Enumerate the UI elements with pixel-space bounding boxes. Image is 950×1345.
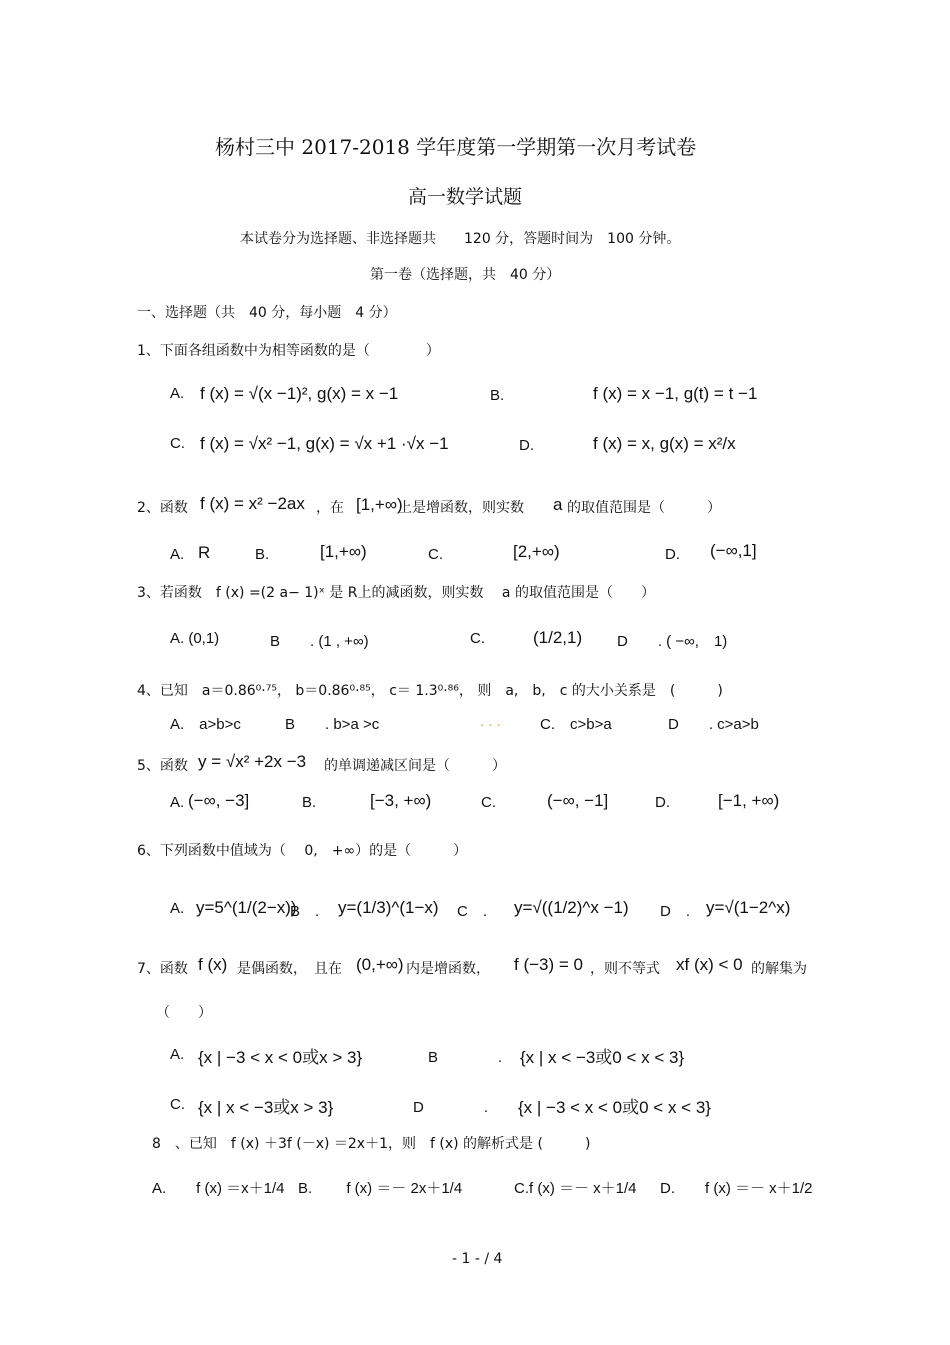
q8-option-c: C.f (x) ＝－ x＋1/4: [514, 1180, 637, 1197]
part-heading: 第一卷（选择题，共 40 分）: [370, 267, 561, 283]
q4-decorative-dots: . . .: [480, 713, 501, 730]
q6-option-c-label: C .: [457, 903, 488, 920]
q1-option-c-label: C.: [170, 435, 185, 452]
question-1-stem: 1、下面各组函数中为相等函数的是（ ）: [137, 343, 440, 359]
q5-option-a-label: A.: [170, 794, 185, 811]
q2-option-c-label: C.: [428, 546, 443, 563]
q7-option-a-label: A.: [170, 1046, 185, 1063]
question-7-interval: (0,+∞): [356, 955, 404, 974]
q4-option-b: B . b>a >c: [285, 716, 380, 733]
q8-option-d: D. f (x) ＝－ x＋1/2: [660, 1180, 813, 1197]
question-7-answer-paren: （ ）: [156, 1005, 212, 1021]
q1-option-b-label: B.: [490, 387, 505, 404]
question-5-stem-prefix: 5、函数: [137, 758, 188, 774]
q2-option-a: R: [198, 543, 211, 562]
question-7-stem-mid: 是偶函数， 且在: [237, 961, 342, 977]
question-7-function: f (x): [198, 955, 228, 974]
q4-option-d: D . c>a>b: [668, 716, 759, 733]
question-2-function: f (x) = x² −2ax: [200, 494, 305, 513]
q1-option-a: f (x) = √(x −1)², g(x) = x −1: [200, 384, 399, 403]
question-7-stem-mid2: 内是增函数，: [406, 961, 490, 977]
q2-option-b: [1,+∞): [320, 542, 367, 561]
q2-option-d-label: D.: [665, 546, 680, 563]
q1-option-d-label: D.: [519, 437, 534, 454]
q6-option-a-label: A.: [170, 900, 185, 917]
question-2-stem-end: 的取值范围是（ ）: [567, 500, 721, 516]
q7-option-c-label: C.: [170, 1096, 185, 1113]
q8-option-a: A. f (x) ＝x＋1/4: [152, 1180, 285, 1197]
page-number: - 1 - / 4: [452, 1251, 503, 1267]
q3-option-d: D . ( −∞, 1): [617, 633, 728, 650]
q5-option-d: [−1, +∞): [718, 791, 780, 810]
q5-option-b-label: B.: [302, 794, 317, 811]
q6-option-c: y=√((1/2)^x −1): [514, 898, 629, 917]
q1-option-d: f (x) = x, g(x) = x²/x: [593, 434, 736, 453]
question-2-stem-rest: 上是增函数，则实数: [398, 500, 524, 516]
q5-option-c-label: C.: [481, 794, 496, 811]
question-7-stem-mid3: ，则不等式: [590, 961, 660, 977]
question-3-stem: 3、若函数 f (x) =(2 a− 1)ˣ 是 R上的减函数，则实数 a 的取值范围是（ ）: [137, 585, 655, 601]
q3-option-c-label: C.: [470, 630, 485, 647]
q7-option-d-label: D .: [413, 1099, 489, 1116]
q5-option-c: (−∞, −1]: [547, 791, 609, 810]
page-title: 杨村三中 2017-2018 学年度第一学期第一次月考试卷: [215, 135, 697, 159]
q7-option-b-label: B .: [428, 1049, 503, 1066]
question-8-stem: 8 、已知 f (x) ＋3f (－x) ＝2x＋1，则 f (x) 的解析式是 ( ): [152, 1136, 591, 1152]
q7-option-b: {x | x < −3或0 < x < 3}: [520, 1048, 685, 1067]
question-2-interval: [1,+∞): [356, 495, 403, 514]
q1-option-b: f (x) = x −1, g(t) = t −1: [593, 384, 758, 403]
question-7-condition: f (−3) = 0: [514, 955, 583, 974]
q5-option-d-label: D.: [655, 794, 670, 811]
q3-option-c: (1/2,1): [533, 628, 583, 647]
question-2-stem-mid: ，在: [316, 500, 344, 516]
intro-text: 本试卷分为选择题、非选择题共 120 分，答题时间为 100 分钟。: [240, 231, 681, 247]
q6-option-b-label: B .: [290, 903, 320, 920]
section-heading: 一、选择题（共 40 分，每小题 4 分）: [137, 305, 397, 321]
q4-option-a: A. a>b>c: [170, 716, 241, 733]
q6-option-b: y=(1/3)^(1−x): [338, 898, 439, 917]
page-subtitle: 高一数学试题: [408, 186, 523, 208]
question-7-inequality: xf (x) < 0: [676, 955, 743, 974]
q3-option-a: A. (0,1): [170, 630, 220, 647]
q3-option-b: B . (1 , +∞): [270, 633, 369, 650]
q5-option-b: [−3, +∞): [370, 791, 432, 810]
q8-option-b: B. f (x) ＝－ 2x＋1/4: [298, 1180, 463, 1197]
question-7-stem-end: 的解集为: [751, 961, 807, 977]
q6-option-d: y=√(1−2^x): [706, 898, 791, 917]
question-5-function: y = √x² +2x −3: [198, 752, 307, 771]
q2-option-c: [2,+∞): [513, 542, 560, 561]
question-4-stem: 4、已知 a＝0.86⁰·⁷⁵， b＝0.86⁰·⁸⁵， c＝ 1.3⁰·⁸⁶， 则 a, b, c 的大小关系是 ( ): [137, 683, 723, 699]
question-6-stem: 6、下列函数中值域为（ 0, +∞）的是（ ）: [137, 843, 468, 859]
q6-option-d-label: D .: [660, 903, 691, 920]
question-2-variable: a: [553, 495, 563, 514]
question-7-stem-prefix: 7、函数: [137, 961, 188, 977]
q7-option-c: {x | x < −3或x > 3}: [198, 1098, 334, 1117]
q2-option-b-label: B.: [255, 546, 270, 563]
q1-option-a-label: A.: [170, 385, 185, 402]
q5-option-a: (−∞, −3]: [188, 791, 250, 810]
q6-option-a: y=5^(1/(2−x)): [196, 898, 297, 917]
q4-option-c: C. c>b>a: [540, 716, 612, 733]
q7-option-d: {x | −3 < x < 0或0 < x < 3}: [518, 1098, 711, 1117]
question-5-stem-rest: 的单调递减区间是（ ）: [324, 758, 506, 774]
q7-option-a: {x | −3 < x < 0或x > 3}: [198, 1048, 363, 1067]
q1-option-c: f (x) = √x² −1, g(x) = √x +1 ·√x −1: [200, 434, 449, 453]
question-2-stem-prefix: 2、函数: [137, 500, 188, 516]
q2-option-a-label: A.: [170, 546, 185, 563]
q2-option-d: (−∞,1]: [710, 541, 757, 560]
